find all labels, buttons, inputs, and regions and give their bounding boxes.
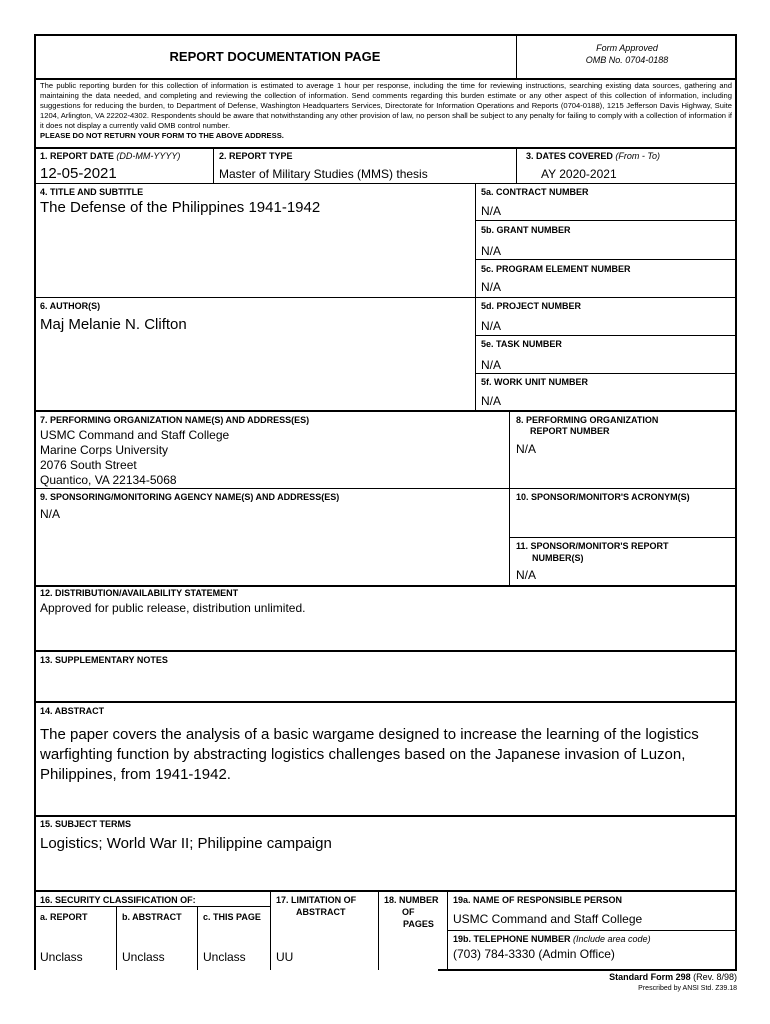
sponsor-report-label: NUMBER(S) bbox=[532, 553, 584, 563]
limitation-label: ABSTRACT bbox=[296, 907, 346, 917]
form-border-right bbox=[735, 34, 737, 970]
divider bbox=[447, 930, 736, 931]
contract-number-value: N/A bbox=[481, 204, 502, 218]
dates-covered-value: AY 2020-2021 bbox=[541, 167, 617, 181]
distribution-value: Approved for public release, distribution unlimited. bbox=[40, 601, 306, 615]
work-unit-value: N/A bbox=[481, 394, 502, 408]
performing-org-label: 7. PERFORMING ORGANIZATION NAME(S) AND ADDRESS(ES) bbox=[40, 415, 310, 425]
abstract-label: 14. ABSTRACT bbox=[40, 706, 105, 716]
title-label: 4. TITLE AND SUBTITLE bbox=[40, 187, 144, 197]
report-type-label: 2. REPORT TYPE bbox=[219, 151, 293, 161]
telephone-value: (703) 784-3330 (Admin Office) bbox=[453, 947, 615, 961]
security-report-label: a. REPORT bbox=[40, 912, 88, 922]
author-value: Maj Melanie N. Clifton bbox=[40, 316, 187, 333]
task-number-label: 5e. TASK NUMBER bbox=[481, 339, 562, 349]
performing-org-line: USMC Command and Staff College bbox=[40, 428, 230, 442]
burden-notice bbox=[40, 81, 732, 140]
divider bbox=[34, 183, 736, 184]
divider bbox=[516, 34, 517, 78]
prescribed-by: Prescribed by ANSI Std. Z39.18 bbox=[638, 985, 737, 992]
security-abstract-value: Unclass bbox=[122, 950, 165, 964]
sponsoring-agency-value: N/A bbox=[40, 507, 61, 521]
program-element-label: 5c. PROGRAM ELEMENT NUMBER bbox=[481, 264, 631, 274]
performing-report-label: REPORT NUMBER bbox=[530, 426, 610, 436]
report-date-label: 1. REPORT DATE (DD-MM-YYYY) bbox=[40, 151, 181, 161]
divider bbox=[475, 373, 736, 374]
performing-org-line: Quantico, VA 22134-5068 bbox=[40, 473, 177, 487]
form-approved-label: Form Approved bbox=[596, 43, 658, 53]
responsible-person-label: 19a. NAME OF RESPONSIBLE PERSON bbox=[453, 895, 623, 905]
responsible-person-value: USMC Command and Staff College bbox=[453, 912, 643, 926]
divider bbox=[34, 78, 736, 80]
divider bbox=[34, 585, 736, 587]
divider bbox=[34, 297, 736, 298]
form-border-left bbox=[34, 34, 36, 970]
divider bbox=[34, 650, 736, 652]
dates-covered-label: 3. DATES COVERED (From - To) bbox=[526, 151, 661, 161]
divider bbox=[509, 537, 736, 538]
divider bbox=[34, 701, 736, 703]
grant-number-label: 5b. GRANT NUMBER bbox=[481, 225, 571, 235]
divider bbox=[213, 147, 214, 183]
telephone-label: 19b. TELEPHONE NUMBER (Include area code) bbox=[453, 934, 651, 944]
subject-terms-label: 15. SUBJECT TERMS bbox=[40, 819, 132, 829]
performing-report-label: 8. PERFORMING ORGANIZATION bbox=[516, 415, 659, 425]
divider bbox=[509, 410, 510, 585]
report-type-value: Master of Military Studies (MMS) thesis bbox=[219, 167, 428, 181]
distribution-label: 12. DISTRIBUTION/AVAILABILITY STATEMENT bbox=[40, 588, 239, 598]
divider bbox=[34, 147, 736, 149]
divider bbox=[34, 815, 736, 817]
sponsor-report-label: 11. SPONSOR/MONITOR'S REPORT bbox=[516, 541, 669, 551]
project-number-value: N/A bbox=[481, 319, 502, 333]
performing-report-value: N/A bbox=[516, 442, 537, 456]
program-element-value: N/A bbox=[481, 280, 502, 294]
number-of-pages-label: 18. NUMBER bbox=[384, 895, 439, 905]
security-page-value: Unclass bbox=[203, 950, 246, 964]
sponsor-acronym-label: 10. SPONSOR/MONITOR'S ACRONYM(S) bbox=[516, 492, 690, 502]
form-designation: Standard Form 298 (Rev. 8/98) bbox=[609, 972, 737, 982]
page-title: REPORT DOCUMENTATION PAGE bbox=[169, 49, 381, 64]
title-value: The Defense of the Philippines 1941-1942 bbox=[40, 199, 321, 216]
divider bbox=[378, 890, 379, 970]
grant-number-value: N/A bbox=[481, 244, 502, 258]
abstract-text: The paper covers the analysis of a basic wargame designed to increase the learning of the logistics warfighting function by abstracting logistics challenges based on the Japanese invasion of Luzon, Philippines, from 1941-1942. bbox=[40, 726, 699, 783]
number-of-pages-label: OF bbox=[402, 907, 415, 917]
divider bbox=[270, 890, 271, 970]
form-border-bottom bbox=[438, 969, 737, 971]
project-number-label: 5d. PROJECT NUMBER bbox=[481, 301, 582, 311]
contract-number-label: 5a. CONTRACT NUMBER bbox=[481, 187, 589, 197]
divider bbox=[516, 147, 517, 183]
omb-number: OMB No. 0704-0188 bbox=[585, 55, 669, 65]
performing-org-line: Marine Corps University bbox=[40, 443, 169, 457]
performing-org-line: 2076 South Street bbox=[40, 458, 137, 472]
author-label: 6. AUTHOR(S) bbox=[40, 301, 101, 311]
limitation-label: 17. LIMITATION OF bbox=[276, 895, 357, 905]
divider bbox=[34, 890, 736, 892]
security-abstract-label: b. ABSTRACT bbox=[122, 912, 182, 922]
divider bbox=[475, 335, 736, 336]
number-of-pages-label: PAGES bbox=[403, 919, 434, 929]
divider bbox=[197, 906, 198, 970]
divider bbox=[34, 488, 736, 489]
form-border-top bbox=[34, 34, 736, 36]
security-classification-label: 16. SECURITY CLASSIFICATION OF: bbox=[40, 895, 196, 905]
divider bbox=[34, 410, 736, 412]
divider bbox=[475, 259, 736, 260]
burden-notice-text: The public reporting burden for this collection of information is estimated to average 1 hour per response, including the time for reviewing instructions, searching existing data sources, gathering and maintaining the data needed, and completing and reviewing the collection of information. Send comments regarding this burden estimate or any other aspect of this collection of information, including suggestions for reducing the burden, to Department of Defense, Washington Headquarters Services, Directorate for Information Operations and Reports (0704-0188), 1215 Jefferson Davis Highway, Suite 1204, Arlington, VA 22202-4302. Respondents should be aware that notwithstanding any other provision of law, no person shall be subject to any penalty for failing to comply with a collection of information if it does not display a currently valid OMB control number. bbox=[40, 81, 732, 130]
return-notice: PLEASE DO NOT RETURN YOUR FORM TO THE ABOVE ADDRESS. bbox=[40, 130, 284, 140]
report-date-value: 12-05-2021 bbox=[40, 165, 117, 182]
supplementary-notes-label: 13. SUPPLEMENTARY NOTES bbox=[40, 655, 168, 665]
subject-terms-value: Logistics; World War II; Philippine campaign bbox=[40, 835, 332, 852]
divider bbox=[116, 906, 117, 970]
work-unit-label: 5f. WORK UNIT NUMBER bbox=[481, 377, 588, 387]
divider bbox=[475, 220, 736, 221]
divider bbox=[34, 906, 270, 907]
security-report-value: Unclass bbox=[40, 950, 83, 964]
security-page-label: c. THIS PAGE bbox=[203, 912, 261, 922]
limitation-value: UU bbox=[276, 950, 294, 964]
sponsor-report-value: N/A bbox=[516, 568, 537, 582]
task-number-value: N/A bbox=[481, 358, 502, 372]
sponsoring-agency-label: 9. SPONSORING/MONITORING AGENCY NAME(S) AND ADDRESS(ES) bbox=[40, 492, 340, 502]
